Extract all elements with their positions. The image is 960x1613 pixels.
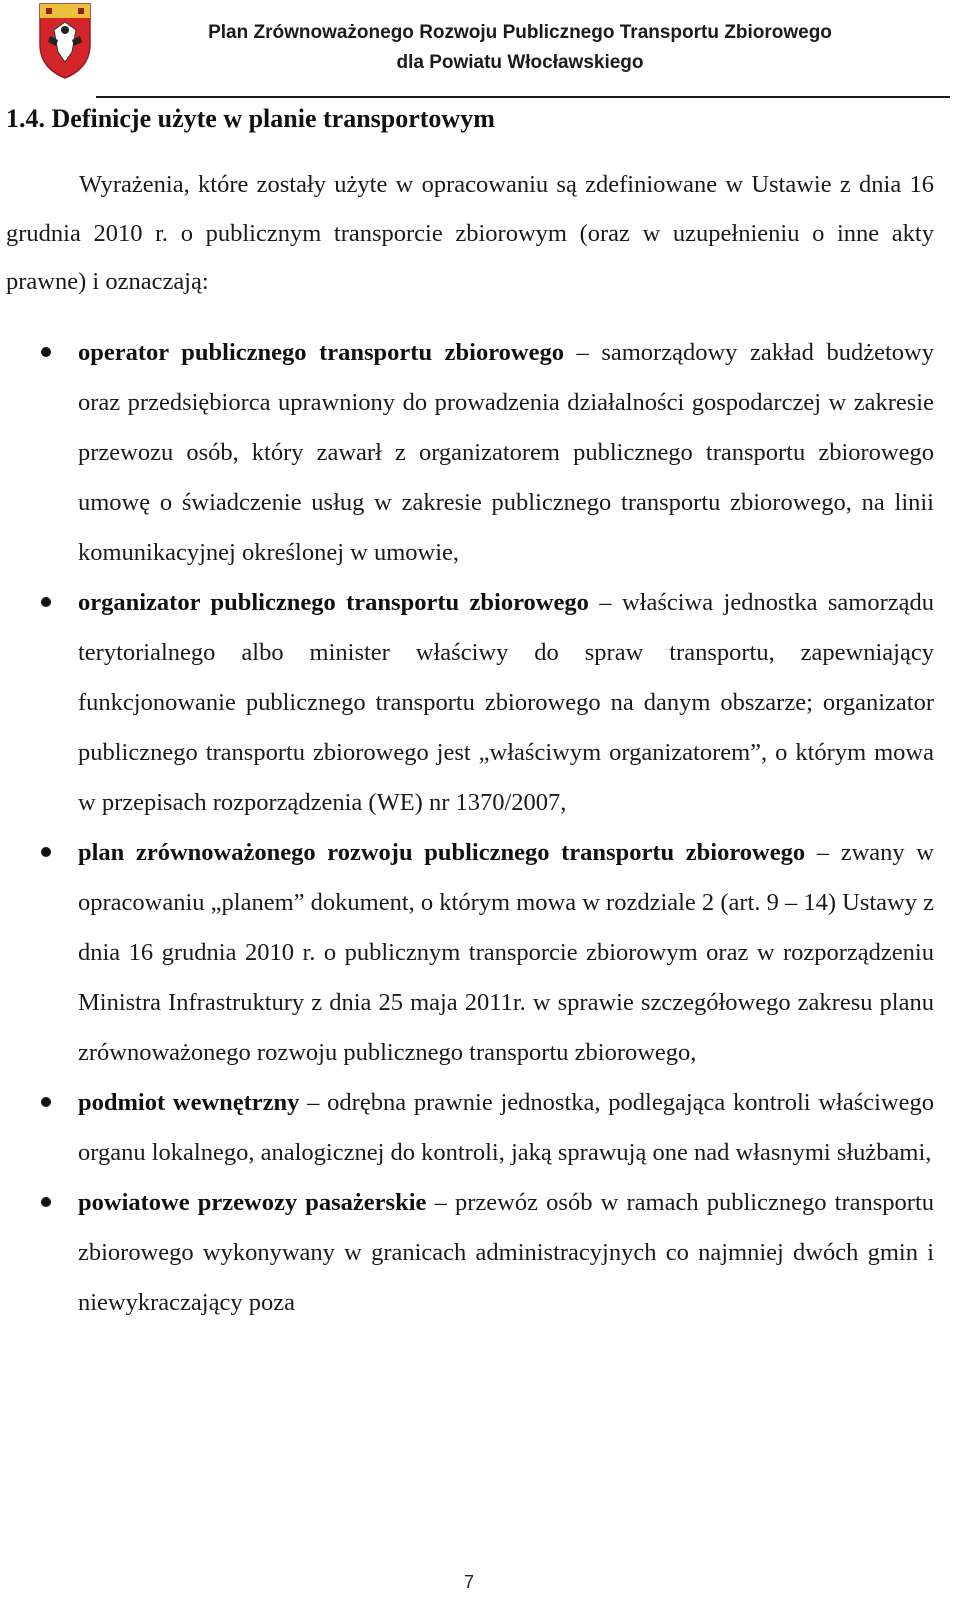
list-item — [0, 1178, 934, 1328]
definition-term: plan zrównoważonego rozwoju publicznego transportu zbiorowego — [78, 839, 806, 866]
bullet-icon — [41, 1097, 51, 1107]
definition-body: – odrębna prawnie jednostka, podlegająca kontroli właściwego organu lokalnego, analogicznej do kontroli, jaką sprawują one nad własnymi służbami, — [78, 1089, 934, 1166]
definition-term: organizator publicznego transportu zbiorowego — [78, 589, 589, 616]
definition-text — [78, 828, 934, 1078]
bullet-icon — [41, 597, 51, 607]
definition-term: operator publicznego transportu zbiorowego — [78, 339, 564, 366]
definition-text — [78, 328, 934, 578]
bullet-icon — [41, 847, 51, 857]
powiat-crest-icon — [36, 0, 94, 80]
list-item — [0, 828, 934, 1078]
definition-body: – samorządowy zakład budżetowy oraz przedsiębiorca uprawniony do prowadzenia działalności gospodarczej w zakresie przewozu osób, który zawarł z organizatorem publicznego transportu zbiorowego umowę o świadczenie usług w zakresie publicznego transportu zbiorowego, na linii komunikacyjnej określonej w umowie, — [78, 339, 934, 566]
definitions-list — [0, 328, 960, 1328]
definition-text — [78, 1078, 934, 1178]
definition-text — [78, 578, 934, 828]
bullet-icon — [41, 1197, 51, 1207]
definition-body: – właściwa jednostka samorządu terytorialnego albo minister właściwy do spraw transportu, zapewniający funkcjonowanie publicznego transportu zbiorowego na danym obszarze; organizator publicznego transportu zbiorowego jest „właściwym organizatorem”, o którym mowa w przepisach rozporządzenia (WE) nr 1370/2007, — [78, 589, 934, 816]
definition-body: – przewóz osób w ramach publicznego transportu zbiorowego wykonywany w granicach administracyjnych co najmniej dwóch gmin i niewykraczający poza — [78, 1189, 935, 1316]
definition-term: podmiot wewnętrzny — [78, 1089, 300, 1116]
list-item — [0, 1078, 934, 1178]
page-header — [0, 0, 960, 100]
bullet-icon — [41, 347, 51, 357]
document-title-line1: Plan Zrównoważonego Rozwoju Publicznego Transportu Zbiorowego — [208, 22, 832, 43]
definition-term: powiatowe przewozy pasażerskie — [78, 1189, 427, 1216]
definition-text — [78, 1178, 934, 1328]
page-number: 7 — [463, 1572, 474, 1592]
definition-body: – zwany w opracowaniu „planem” dokument, o którym mowa w rozdziale 2 (art. 9 – 14) Ustawy z dnia 16 grudnia 2010 r. o publicznym transporcie zbiorowym oraz w rozporządzeniu Ministra Infrastruktury z dnia 25 maja 2011r. w sprawie szczegółowego zakresu planu zrównoważonego rozwoju publicznego transportu zbiorowego, — [78, 839, 935, 1066]
list-item — [0, 578, 934, 828]
intro-paragraph: Wyrażenia, które zostały użyte w opracowaniu są zdefiniowane w Ustawie z dnia 16 grudnia 2010 r. o publicznym transporcie zbiorowym (oraz w uzupełnieniu o inne akty prawne) i oznaczają: — [6, 171, 934, 295]
list-item — [0, 328, 934, 578]
header-divider — [96, 96, 950, 98]
section-heading: 1.4. Definicje użyte w planie transportowym — [6, 104, 495, 133]
document-title — [130, 18, 910, 78]
document-title-line2: dla Powiatu Włocławskiego — [396, 52, 644, 73]
